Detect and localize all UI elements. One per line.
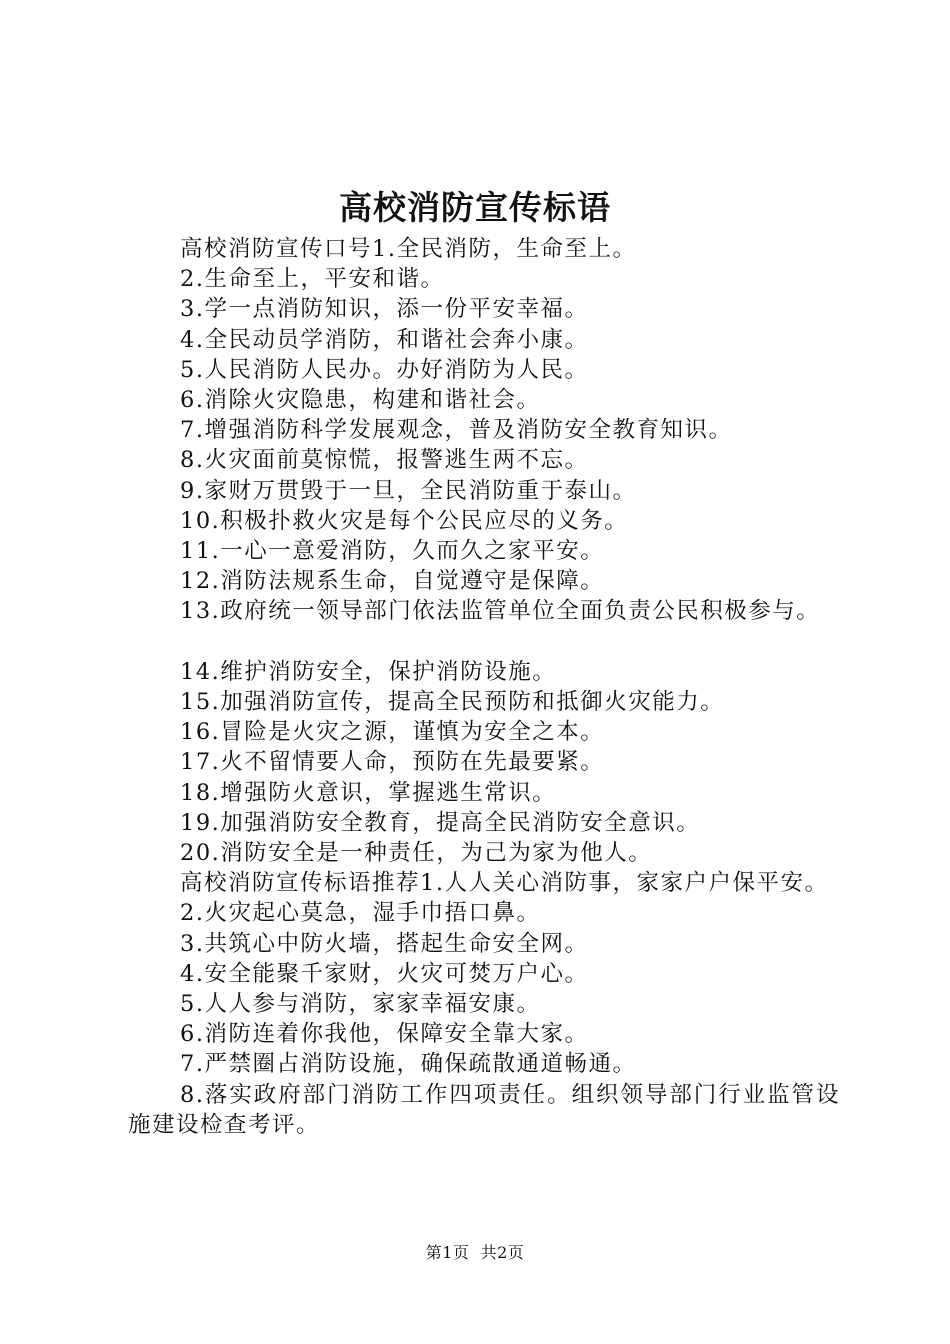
slogan-line: 16.冒险是火灾之源，谨慎为安全之本。 <box>180 719 605 746</box>
slogan-line: 7.增强消防科学发展观念，普及消防安全教育知识。 <box>180 417 733 444</box>
slogan-line-intro-2: 高校消防宣传标语推荐1.人人关心消防事，家家户户保平安。 <box>180 870 829 897</box>
slogan-line: 6.消除火灾隐患，构建和谐社会。 <box>180 387 541 414</box>
slogan-line: 5.人民消防人民办。办好消防为人民。 <box>180 356 589 383</box>
slogan-line: 4.全民动员学消防，和谐社会奔小康。 <box>180 326 589 353</box>
slogan-line: 8.火灾面前莫惊慌，报警逃生两不忘。 <box>180 447 589 474</box>
page-number: 第1页 <box>425 1243 470 1262</box>
slogan-line-intro-1: 高校消防宣传口号1.全民消防，生命至上。 <box>180 236 637 262</box>
slogan-line: 9.家财万贯毁于一旦，全民消防重于泰山。 <box>180 477 637 504</box>
slogan-line: 19.加强消防安全教育，提高全民消防安全意识。 <box>180 809 701 836</box>
document-title: 高校消防宣传标语 <box>339 188 611 227</box>
page-total: 共2页 <box>480 1243 525 1262</box>
slogan-line: 6.消防连着你我他，保障安全靠大家。 <box>180 1021 589 1048</box>
blank-line <box>128 627 840 657</box>
page-footer <box>0 1242 950 1264</box>
slogan-line: 7.严禁圈占消防设施，确保疏散通道畅通。 <box>180 1051 637 1078</box>
slogan-line: 11.一心一意爱消防，久而久之家平安。 <box>180 538 605 565</box>
slogan-line: 18.增强防火意识，掌握逃生常识。 <box>180 779 557 806</box>
slogan-line: 3.学一点消防知识，添一份平安幸福。 <box>180 296 589 323</box>
slogan-line: 15.加强消防宣传，提高全民预防和抵御火灾能力。 <box>180 689 725 716</box>
slogan-line: 2.生命至上，平安和谐。 <box>180 266 445 293</box>
slogan-line: 10.积极扑救火灾是每个公民应尽的义务。 <box>180 507 629 534</box>
slogan-line: 14.维护消防安全，保护消防设施。 <box>180 658 557 685</box>
slogan-line: 12.消防法规系生命，自觉遵守是保障。 <box>180 568 605 595</box>
document-body <box>128 234 840 1140</box>
slogan-line: 3.共筑心中防火墙，搭起生命安全网。 <box>180 930 589 957</box>
slogan-line: 20.消防安全是一种责任，为己为家为他人。 <box>180 840 653 867</box>
slogan-line: 2.火灾起心莫急，湿手巾捂口鼻。 <box>180 900 541 927</box>
slogan-line: 17.火不留情要人命，预防在先最要紧。 <box>180 749 605 776</box>
slogan-line: 5.人人参与消防，家家幸福安康。 <box>180 991 541 1018</box>
slogan-line: 8.落实政府部门消防工作四项责任。组织领导部门行业监管设施建设检查考评。 <box>128 1081 840 1138</box>
slogan-line: 4.安全能聚千家财，火灾可焚万户心。 <box>180 960 589 987</box>
slogan-line: 13.政府统一领导部门依法监管单位全面负责公民积极参与。 <box>180 598 821 625</box>
